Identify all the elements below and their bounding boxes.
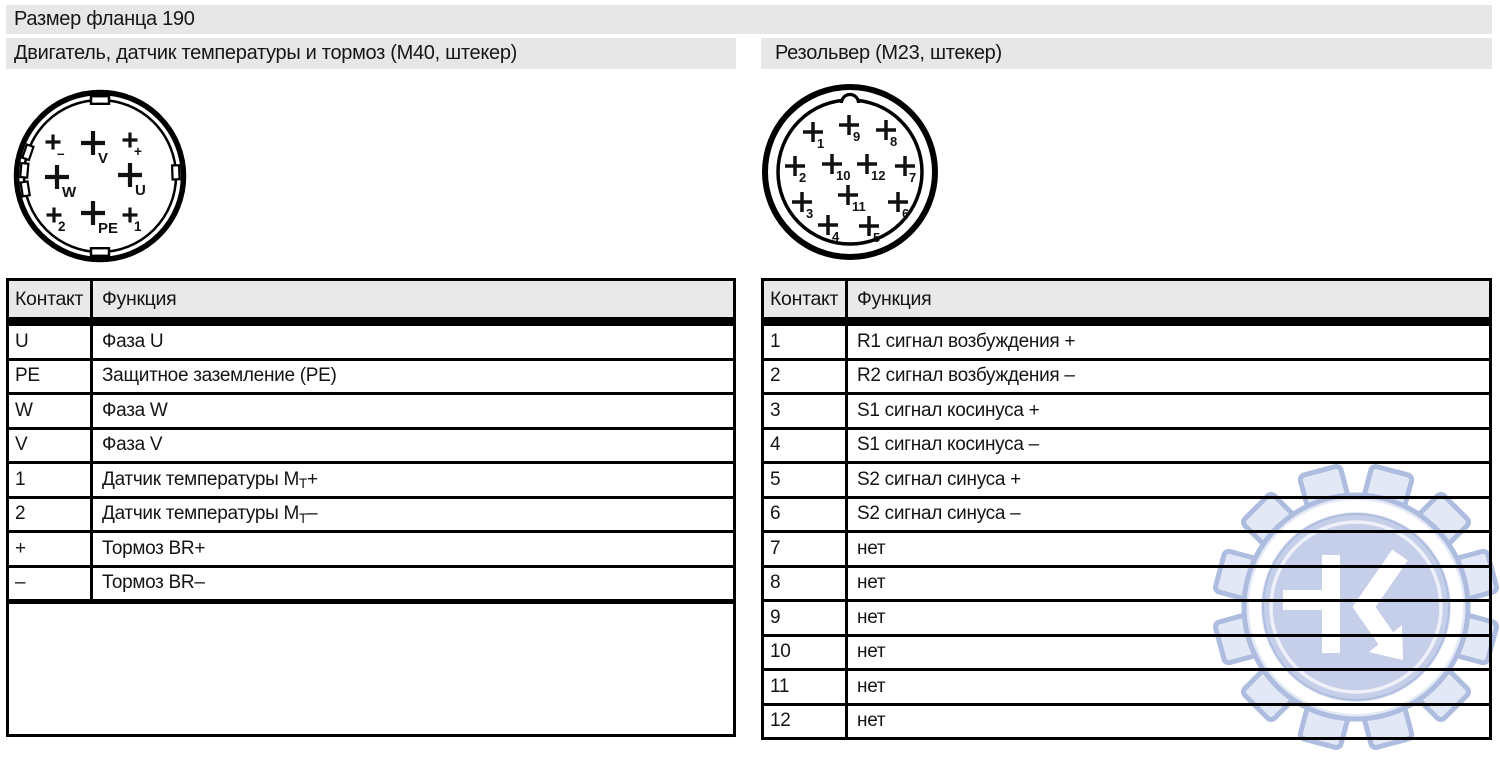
pin-label: 7 [909, 170, 917, 185]
table-row [764, 565, 1489, 600]
contact-cell: 4 [764, 430, 848, 462]
contact-cell: 7 [764, 533, 848, 565]
pin-label: 5 [873, 230, 881, 245]
contact-cell: PE [9, 361, 93, 393]
subscript-text: T [299, 476, 307, 492]
function-text: Тормоз BR+ [102, 537, 206, 559]
function-text: Фаза V [102, 434, 163, 456]
function-cell [848, 361, 1489, 393]
page-title-text: Размер фланца 190 [14, 8, 195, 30]
table-row [9, 565, 733, 600]
pin-label: 10 [836, 168, 851, 183]
column-header: Контакт [9, 281, 93, 317]
pin-label: W [62, 184, 77, 201]
keying-notch [20, 163, 28, 178]
contact-cell: 1 [764, 326, 848, 358]
empty-cell [9, 599, 733, 734]
function-text: R2 сигнал возбуждения – [857, 365, 1075, 387]
table-row [9, 392, 733, 427]
table-row [764, 427, 1489, 462]
function-cell [848, 568, 1489, 600]
function-cell [93, 533, 733, 565]
function-cell [848, 533, 1489, 565]
function-text: S2 сигнал синуса + [857, 468, 1021, 490]
function-text: нет [857, 641, 886, 663]
contact-cell: 5 [764, 464, 848, 496]
contact-cell: 2 [764, 361, 848, 393]
pin-label: 2 [799, 170, 807, 185]
motor-section-title-text: Двигатель, датчик температуры и тормоз (M40, штекер) [14, 42, 518, 64]
table-row [9, 427, 733, 462]
function-text: S2 сигнал синуса – [857, 503, 1021, 525]
header-separator [9, 317, 733, 326]
contact-cell: 11 [764, 671, 848, 703]
function-text: нет [857, 710, 886, 732]
function-text: Тормоз BR– [102, 572, 205, 594]
motor-pinout-table [6, 278, 736, 737]
function-text: + [307, 468, 318, 490]
function-text: S1 сигнал косинуса – [857, 434, 1039, 456]
pin-label: – [57, 146, 65, 161]
function-text: Датчик температуры M [102, 503, 300, 525]
pin-label: + [134, 144, 142, 159]
table-row [764, 599, 1489, 634]
function-cell [848, 602, 1489, 634]
table-row [764, 461, 1489, 496]
function-cell [93, 361, 733, 393]
pin-label: 1 [134, 219, 142, 234]
pin-label: 2 [58, 219, 66, 234]
function-cell [93, 326, 733, 358]
table-row [764, 358, 1489, 393]
header-separator [764, 317, 1489, 326]
function-cell [93, 464, 733, 496]
function-text: R1 сигнал возбуждения + [857, 330, 1076, 352]
pin-label: 3 [806, 206, 814, 221]
motor-pins [45, 131, 146, 237]
function-cell [93, 395, 733, 427]
function-text: Фаза W [102, 399, 168, 421]
contact-cell: U [9, 326, 93, 358]
table-row [764, 668, 1489, 703]
function-cell [848, 671, 1489, 703]
pin-label: 4 [832, 229, 840, 244]
function-cell [848, 706, 1489, 738]
pin-label: 8 [890, 134, 898, 149]
pin-label: 12 [871, 168, 886, 183]
pin-label: U [135, 182, 146, 199]
function-text: Защитное заземление (PE) [102, 365, 337, 387]
function-cell [848, 326, 1489, 358]
contact-cell: 9 [764, 602, 848, 634]
pin-label: 9 [853, 129, 861, 144]
function-cell [848, 395, 1489, 427]
function-cell [93, 430, 733, 462]
pin-label: PE [98, 220, 119, 237]
resolver-pinout-table [761, 278, 1492, 740]
keying-notch [91, 248, 109, 256]
contact-cell: 6 [764, 499, 848, 531]
function-text: нет [857, 606, 886, 628]
pin-label: 11 [852, 199, 866, 214]
resolver-section-title [761, 38, 1492, 69]
contact-cell: W [9, 395, 93, 427]
table-row [764, 703, 1489, 738]
resolver-section-title-text: Резольвер (M23, штекер) [775, 42, 1002, 64]
contact-cell: 12 [764, 706, 848, 738]
table-row [9, 461, 733, 496]
resolver-connector-diagram [760, 82, 940, 262]
function-cell [848, 464, 1489, 496]
column-header: Функция [857, 287, 932, 310]
contact-cell: 8 [764, 568, 848, 600]
contact-cell: 1 [9, 464, 93, 496]
subscript-text: T [299, 510, 307, 526]
keying-notch [91, 96, 109, 104]
pin-label: 1 [817, 136, 825, 151]
contact-cell: V [9, 430, 93, 462]
function-cell [848, 637, 1489, 669]
motor-connector-diagram [8, 84, 192, 268]
table-row [764, 634, 1489, 669]
column-header: Функция [102, 287, 177, 310]
function-text: нет [857, 537, 886, 559]
table-header-row [764, 281, 1489, 317]
table-row [9, 358, 733, 393]
function-cell [848, 499, 1489, 531]
contact-cell: 2 [9, 499, 93, 531]
page-title [6, 5, 1492, 34]
function-text: Датчик температуры M [102, 468, 300, 490]
pin-label: V [98, 150, 109, 167]
table-row [764, 392, 1489, 427]
contact-cell: + [9, 533, 93, 565]
table-header-row [9, 281, 733, 317]
table-row [9, 496, 733, 531]
pin-label: 6 [902, 206, 910, 221]
contact-cell: – [9, 568, 93, 600]
function-text: нет [857, 572, 886, 594]
keying-notch [172, 165, 179, 179]
function-cell [848, 430, 1489, 462]
function-cell [93, 568, 733, 600]
contact-cell: 10 [764, 637, 848, 669]
function-cell [93, 499, 733, 531]
function-text: – [307, 503, 318, 525]
table-row [764, 326, 1489, 358]
table-row [9, 530, 733, 565]
keying-bump [842, 95, 859, 104]
table-row [764, 496, 1489, 531]
function-text: Фаза U [102, 330, 164, 352]
column-header: Контакт [764, 281, 848, 317]
table-row [9, 326, 733, 358]
function-text: S1 сигнал косинуса + [857, 399, 1040, 421]
motor-section-title [6, 38, 736, 69]
function-text: нет [857, 675, 886, 697]
keying-notch [21, 181, 30, 196]
contact-cell: 3 [764, 395, 848, 427]
table-row [764, 530, 1489, 565]
